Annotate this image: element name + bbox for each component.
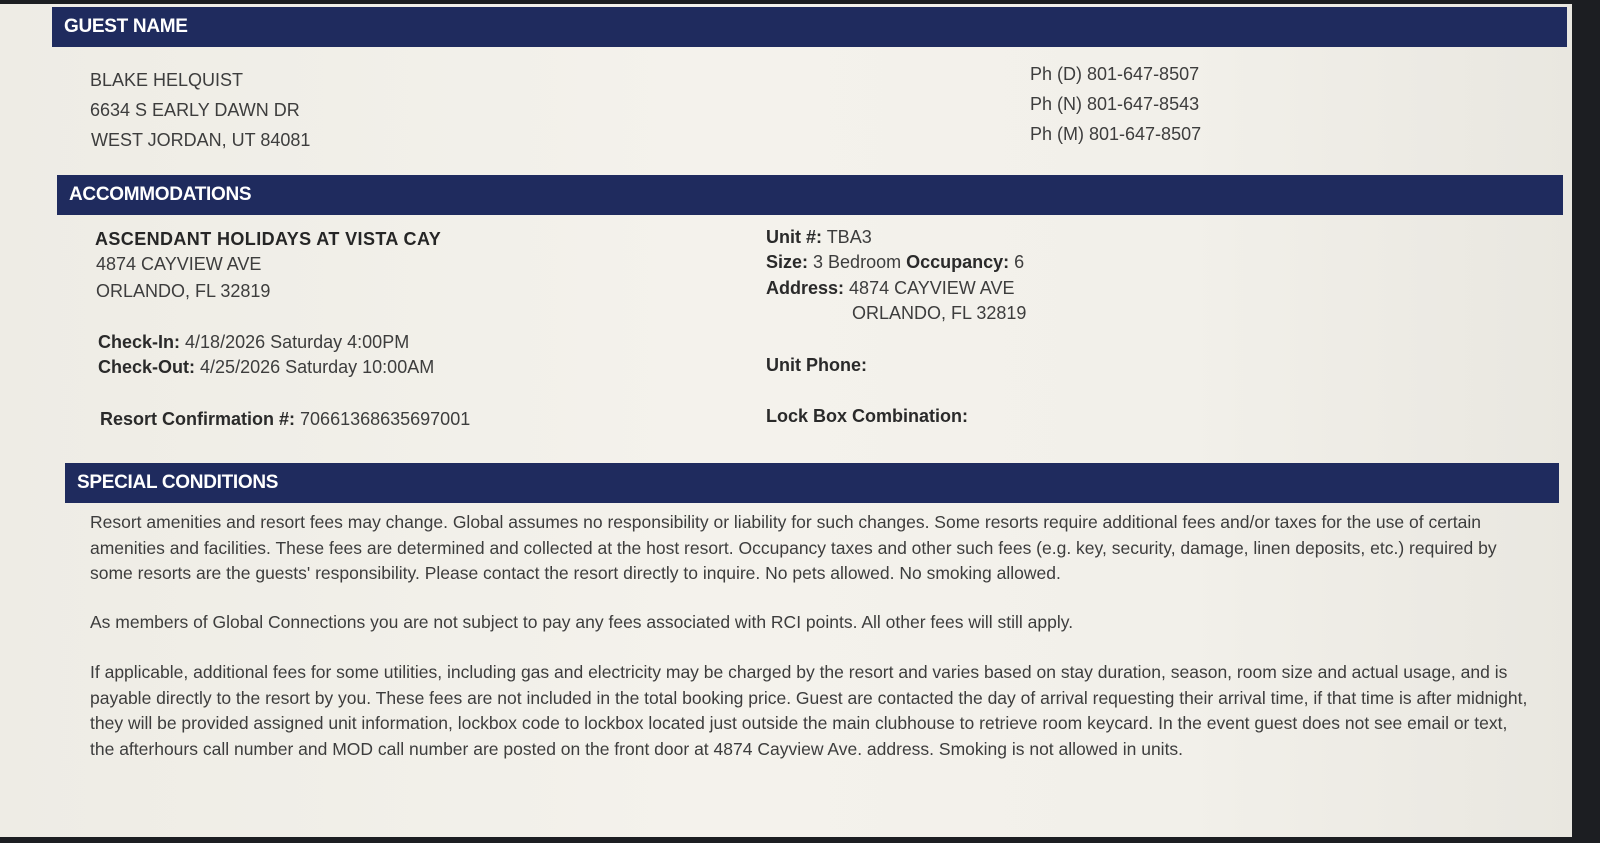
checkin-value: 4/18/2026 Saturday 4:00PM <box>185 332 410 352</box>
checkout-row <box>98 352 434 382</box>
unit-label: Unit #: <box>766 227 822 247</box>
special-conditions-paragraph-2: As members of Global Connections you are not subject to pay any fees associated with RCI points. All other fees will still apply. <box>90 612 1074 632</box>
resort-street: 4874 CAYVIEW AVE <box>96 254 262 274</box>
guest-phone-night: Ph (N) 801-647-8543 <box>1030 94 1200 114</box>
unit-address-line2: ORLANDO, FL 32819 <box>852 303 1027 323</box>
resort-city: ORLANDO, FL 32819 <box>96 281 271 301</box>
unit-address-label: Address: <box>766 278 845 298</box>
guest-street: 6634 S EARLY DAWN DR <box>90 100 300 120</box>
checkin-label: Check-In: <box>98 332 181 352</box>
special-conditions-header: SPECIAL CONDITIONS <box>65 463 1559 503</box>
special-conditions-paragraph-1: Resort amenities and resort fees may change. Global assumes no responsibility or liability for such changes. Some resorts require additional fees and/or taxes for the use of certain amenities and facilities. These fees are determined and collected at the host resort. Occupancy taxes and other such fees (e.g. key, security, damage, linen deposits, etc.) required by some resorts are the guests' responsibility. Please contact the resort directly to inquire. No pets allowed. No smoking allowed. <box>90 512 1497 583</box>
guest-name-header: GUEST NAME <box>52 7 1567 47</box>
confirmation-label: Resort Confirmation #: <box>100 409 296 429</box>
resort-name: ASCENDANT HOLIDAYS AT VISTA CAY <box>95 229 442 249</box>
unit-value: TBA3 <box>826 227 872 247</box>
guest-name: BLAKE HELQUIST <box>90 70 244 90</box>
lockbox-label: Lock Box Combination: <box>766 406 968 426</box>
special-conditions-paragraph-3: If applicable, additional fees for some utilities, including gas and electricity may be charged by the resort and varies based on stay duration, season, room size and actual usage, and is payable directly to the resort by you. These fees are not included in the total booking price. Guest are contacted the day of arrival requesting their arrival time, if that time is after midnight, they will be provided assigned unit information, lockbox code to lockbox located just outside the main clubhouse to retrieve room keycard. In the event guest does not see email or text, the afterhours call number and MOD call number are posted on the front door at 4874 Cayview Ave. address. Smoking is not allowed in units. <box>90 662 1528 759</box>
guest-phone-mobile: Ph (M) 801-647-8507 <box>1030 124 1202 144</box>
guest-city: WEST JORDAN, UT 84081 <box>91 130 311 150</box>
unit-phone-label: Unit Phone: <box>766 355 867 375</box>
checkout-value: 4/25/2026 Saturday 10:00AM <box>200 357 435 377</box>
checkout-label: Check-Out: <box>98 357 196 377</box>
size-value: 3 Bedroom <box>813 252 902 272</box>
occupancy-label: Occupancy: <box>906 252 1010 272</box>
accommodations-header: ACCOMMODATIONS <box>57 175 1563 215</box>
confirmation-document <box>0 4 1572 837</box>
confirmation-value: 70661368635697001 <box>300 409 471 429</box>
unit-address-line1: 4874 CAYVIEW AVE <box>849 278 1015 298</box>
size-label: Size: <box>766 252 809 272</box>
confirmation-row <box>100 404 470 434</box>
guest-phone-day: Ph (D) 801-647-8507 <box>1030 64 1200 84</box>
occupancy-value: 6 <box>1014 252 1025 272</box>
